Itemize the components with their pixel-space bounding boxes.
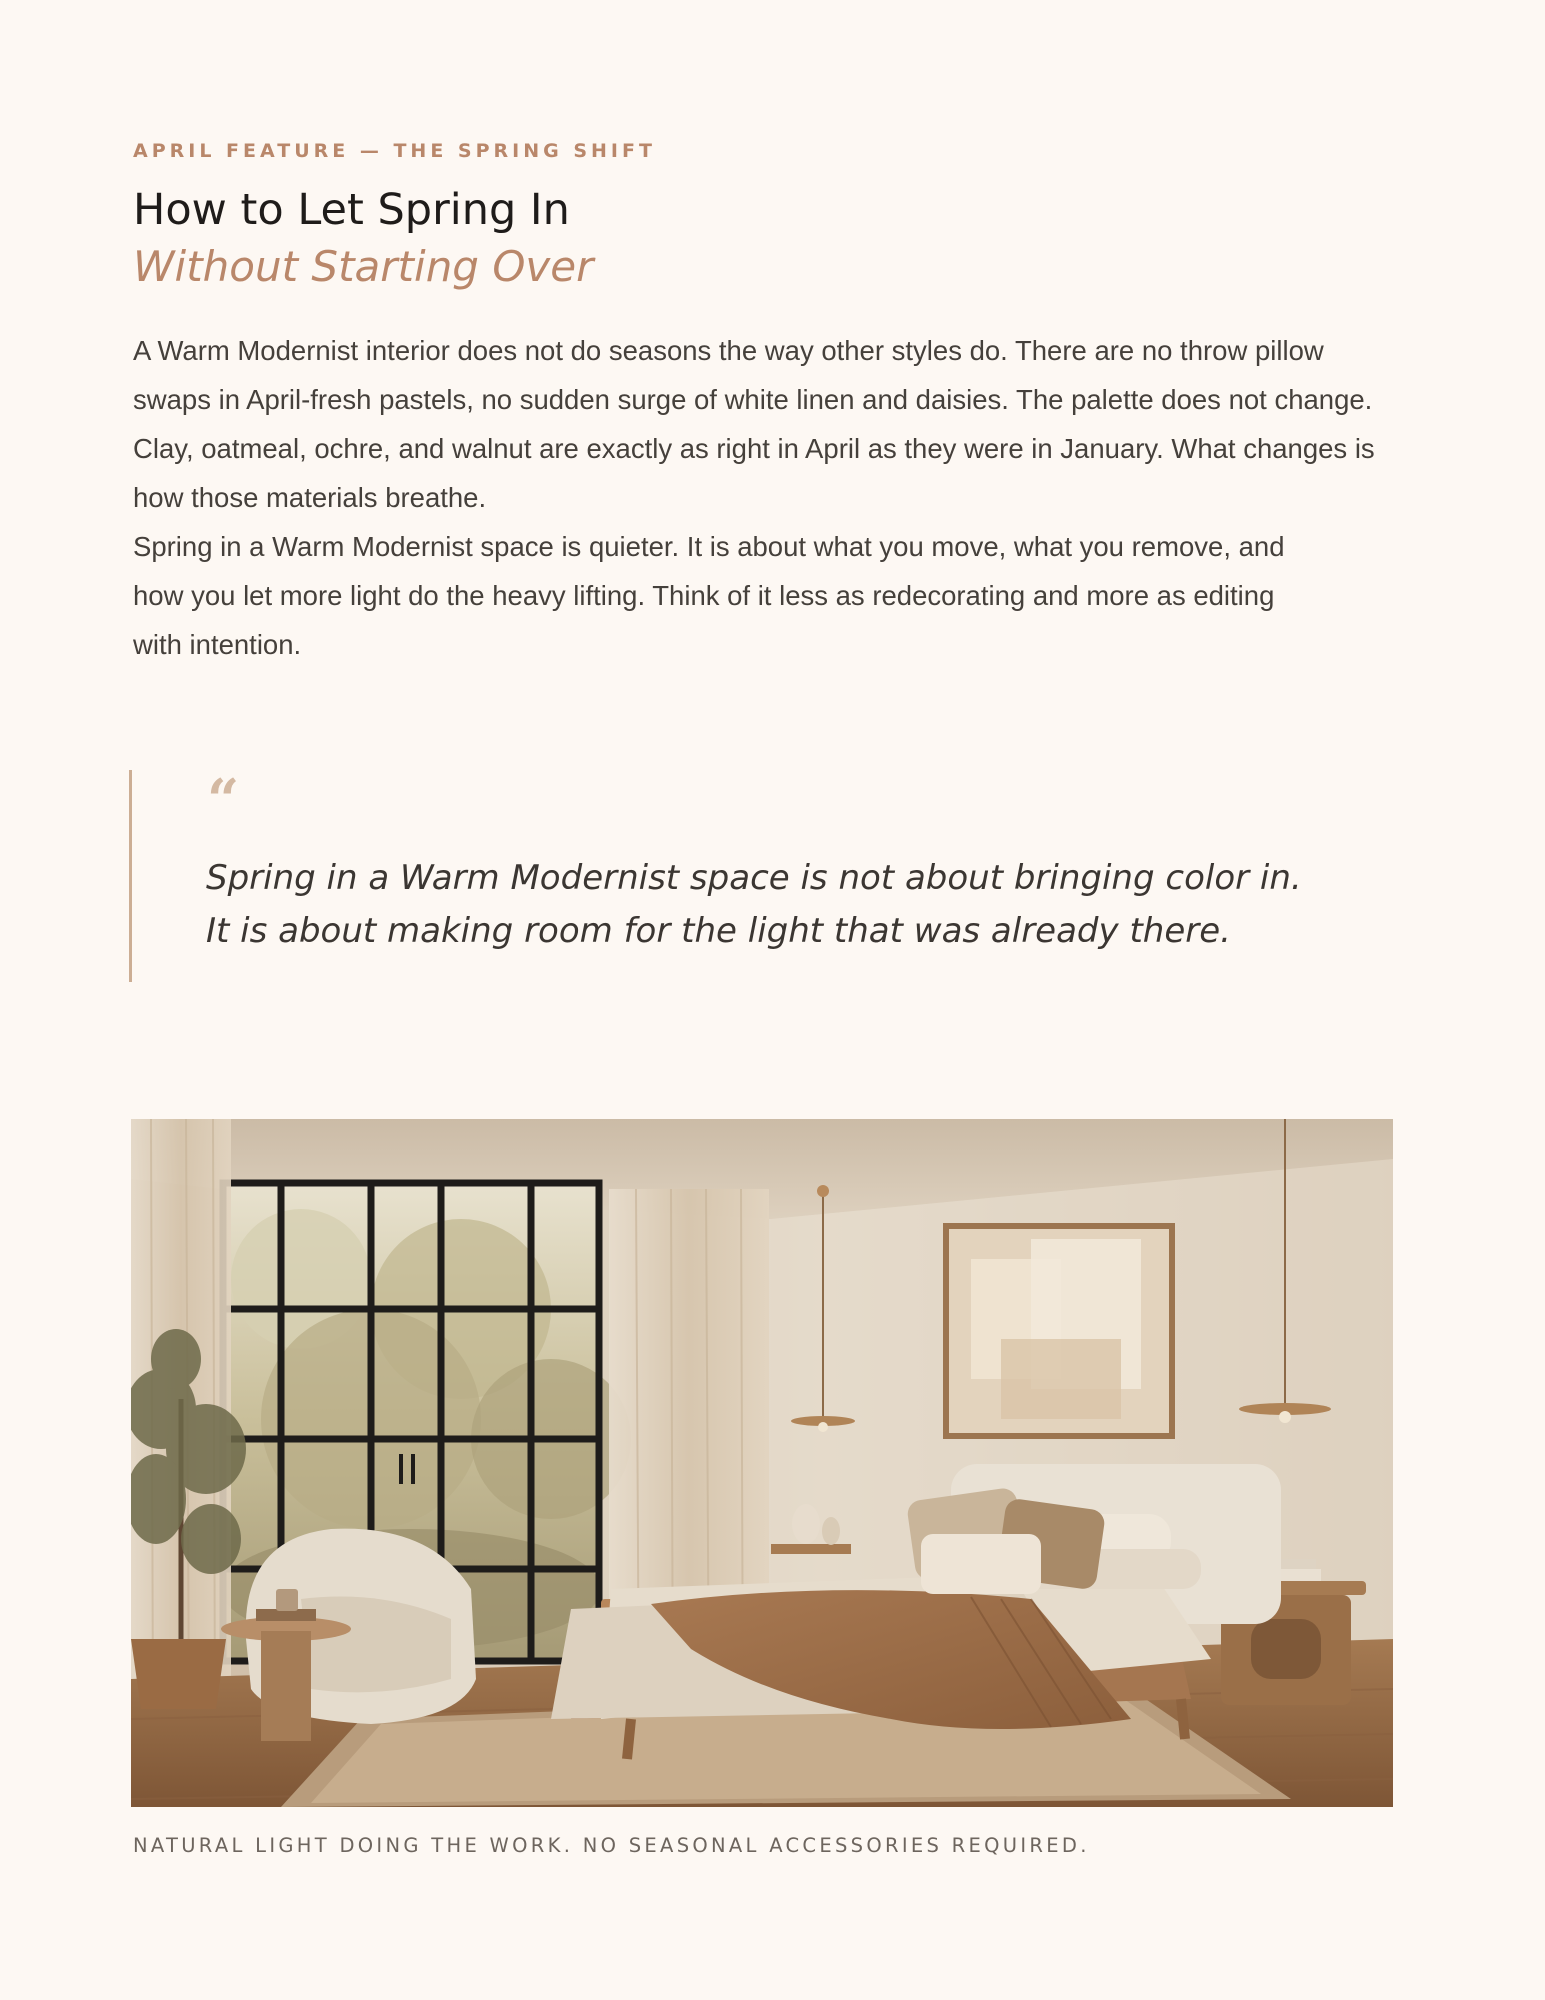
pull-quote bbox=[129, 767, 1332, 982]
pull-quote-line: It is about making room for the light that was already there. bbox=[206, 911, 1231, 951]
photo-caption: NATURAL LIGHT DOING THE WORK. NO SEASONAL ACCESSORIES REQUIRED. bbox=[133, 1834, 1090, 1857]
article-kicker: APRIL FEATURE — THE SPRING SHIFT bbox=[133, 140, 656, 162]
article-subtitle: Without Starting Over bbox=[133, 242, 594, 291]
body-paragraph: A Warm Modernist interior does not do seasons the way other styles do. There are no throw pillow swaps in April-fresh pastels, no sudden surge of white linen and daisies. The palette does not change. Clay, oatmeal, ochre, and walnut are exactly as right in April as they were in January. What changes is how those materials breathe. bbox=[133, 335, 1375, 513]
bedroom-photo bbox=[131, 1119, 1393, 1807]
quote-mark-icon: “ bbox=[207, 767, 240, 833]
bedroom-illustration bbox=[131, 1119, 1393, 1807]
article-body bbox=[133, 326, 1393, 669]
pull-quote-text bbox=[206, 852, 1302, 958]
pull-quote-line: Spring in a Warm Modernist space is not about bringing color in. bbox=[206, 858, 1302, 898]
article-title: How to Let Spring In bbox=[133, 185, 570, 235]
body-paragraph: Spring in a Warm Modernist space is quieter. It is about what you move, what you remove, and how you let more light do the heavy lifting. Think of it less as redecorating and more as editing with intention. bbox=[133, 531, 1285, 660]
